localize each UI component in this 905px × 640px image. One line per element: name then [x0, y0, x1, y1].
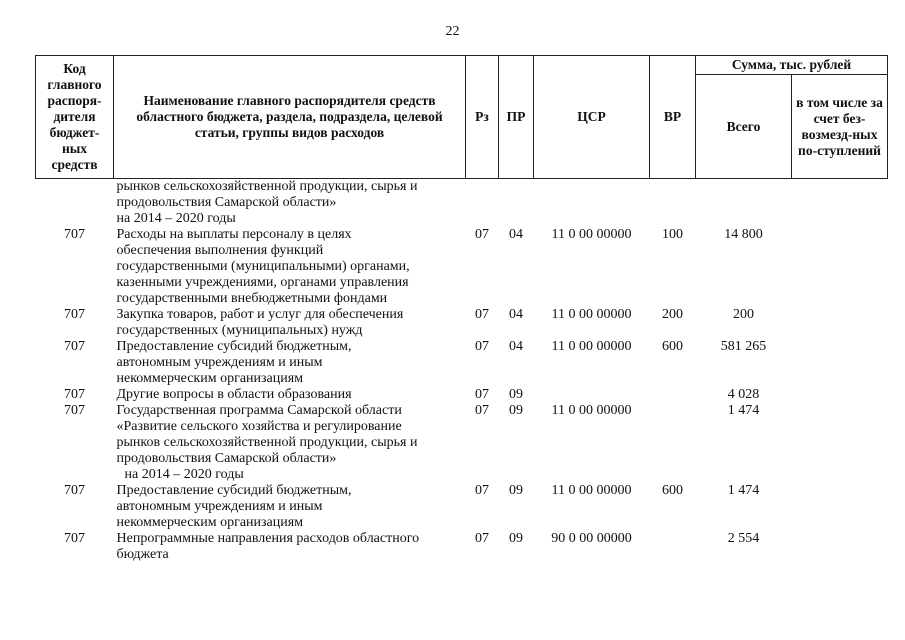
row-rz: 07 [475, 227, 489, 242]
row-incl [792, 483, 888, 531]
row-csr: 11 0 00 00000 [551, 227, 632, 242]
row-name [114, 339, 466, 387]
row-vr: 600 [662, 483, 683, 498]
header-pr: ПР [499, 56, 534, 179]
row-vr: 600 [662, 339, 683, 354]
row-csr: 11 0 00 00000 [551, 307, 632, 322]
row-rz: 07 [475, 531, 489, 546]
row-vr: 100 [662, 227, 683, 242]
row-pr: 09 [509, 387, 523, 402]
table-row [36, 227, 888, 307]
header-code: Код главного распоря-дителя бюджет-ных средств [36, 56, 114, 179]
row-name-line: некоммерческим организациям [116, 371, 304, 386]
row-vr [650, 531, 696, 563]
row-total: 1 474 [727, 403, 760, 418]
row-name-line: автономным учреждениям и иным [116, 355, 323, 370]
row-rz: 07 [475, 403, 489, 418]
row-rz: 07 [475, 339, 489, 354]
row-name-line: Другие вопросы в области образования [116, 387, 352, 402]
row-name-line: бюджета [116, 547, 169, 562]
row-csr: 11 0 00 00000 [551, 339, 632, 354]
row-code: 707 [64, 339, 85, 354]
row-name-line: государственными внебюджетными фондами [116, 291, 388, 306]
row-pr [499, 179, 534, 228]
row-incl [792, 227, 888, 307]
header-sum-incl: в том числе за счет без-возмезд-ных по-ступлений [792, 75, 888, 179]
row-name [114, 483, 466, 531]
row-total: 2 554 [727, 531, 760, 546]
table-row [36, 387, 888, 403]
row-pr: 04 [509, 339, 523, 354]
row-name-line: Предоставление субсидий бюджетным, [116, 483, 352, 498]
row-code [36, 179, 114, 228]
table-row [36, 403, 888, 483]
row-code: 707 [64, 307, 85, 322]
row-incl [792, 179, 888, 228]
header-csr: ЦСР [534, 56, 650, 179]
row-name-line: продовольствия Самарской области» [116, 195, 337, 210]
header-sum-total: Всего [696, 75, 792, 179]
row-name-line: государственных (муниципальных) нужд [116, 323, 363, 338]
row-total: 200 [733, 307, 754, 322]
row-pr: 09 [509, 483, 523, 498]
row-code: 707 [64, 403, 85, 418]
row-name-line: казенными учреждениями, органами управления [116, 275, 409, 290]
header-sum-group: Сумма, тыс. рублей [696, 56, 888, 75]
row-incl [792, 339, 888, 387]
row-rz: 07 [475, 387, 489, 402]
row-name-line: государственными (муниципальными) органами, [116, 259, 410, 274]
page-number: 22 [445, 24, 460, 39]
row-name-line: Предоставление субсидий бюджетным, [116, 339, 352, 354]
row-name-line: автономным учреждениям и иным [116, 499, 323, 514]
row-name [114, 387, 466, 403]
row-rz: 07 [475, 483, 489, 498]
row-csr [534, 387, 650, 403]
row-vr [650, 387, 696, 403]
row-total: 14 800 [724, 227, 763, 242]
row-code: 707 [64, 387, 85, 402]
table-row [36, 483, 888, 531]
table-row [36, 307, 888, 339]
row-incl [792, 387, 888, 403]
table-row [36, 339, 888, 387]
budget-table [35, 55, 888, 563]
row-pr: 04 [509, 227, 523, 242]
row-code: 707 [64, 227, 85, 242]
row-incl [792, 531, 888, 563]
row-name-line: обеспечения выполнения функций [116, 243, 324, 258]
row-code: 707 [64, 483, 85, 498]
row-vr [650, 403, 696, 483]
row-total: 581 265 [720, 339, 767, 354]
row-total: 4 028 [727, 387, 760, 402]
row-csr: 90 0 00 00000 [551, 531, 632, 546]
row-pr: 09 [509, 531, 523, 546]
row-name [114, 403, 466, 483]
table-row [36, 531, 888, 563]
row-rz [466, 179, 499, 228]
row-total [696, 179, 792, 228]
row-pr: 04 [509, 307, 523, 322]
row-name-line: рынков сельскохозяйственной продукции, сырья и [116, 179, 418, 194]
row-incl [792, 403, 888, 483]
row-rz: 07 [475, 307, 489, 322]
row-name [114, 179, 466, 228]
row-pr: 09 [509, 403, 523, 418]
row-name-line: рынков сельскохозяйственной продукции, сырья и [116, 435, 418, 450]
header-name: Наименование главного распорядителя средств областного бюджета, раздела, подраздела, целевой статьи, группы видов расходов [114, 56, 466, 179]
row-name-line: Закупка товаров, работ и услуг для обеспечения [116, 307, 404, 322]
row-name [114, 531, 466, 563]
row-name-line: Расходы на выплаты персоналу в целях [116, 227, 352, 242]
row-code: 707 [64, 531, 85, 546]
row-name-line: на 2014 – 2020 годы [116, 211, 236, 226]
header-vr: ВР [650, 56, 696, 179]
row-name [114, 227, 466, 307]
row-csr: 11 0 00 00000 [551, 403, 632, 418]
row-name-line: на 2014 – 2020 годы [124, 467, 244, 482]
row-name-line: продовольствия Самарской области» [116, 451, 337, 466]
row-csr: 11 0 00 00000 [551, 483, 632, 498]
table-header [36, 56, 888, 179]
header-rz: Рз [466, 56, 499, 179]
row-name-line: Государственная программа Самарской области [116, 403, 402, 418]
row-name-line: «Развитие сельского хозяйства и регулирование [116, 419, 402, 434]
row-name [114, 307, 466, 339]
table-row [36, 179, 888, 228]
row-incl [792, 307, 888, 339]
table-body [36, 179, 888, 564]
row-vr: 200 [662, 307, 683, 322]
row-csr [534, 179, 650, 228]
row-total: 1 474 [727, 483, 760, 498]
row-name-line: Непрограммные направления расходов областного [116, 531, 420, 546]
row-name-line: некоммерческим организациям [116, 515, 304, 530]
row-vr [650, 179, 696, 228]
